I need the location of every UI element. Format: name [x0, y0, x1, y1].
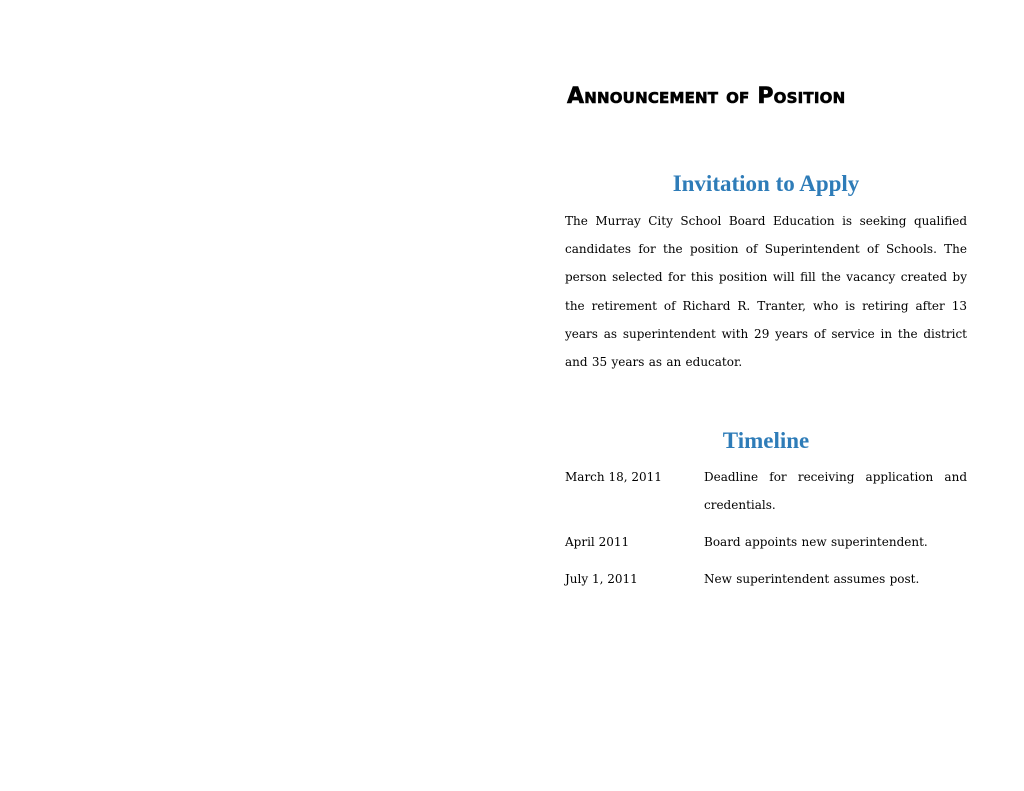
timeline-date: July 1, 2011	[565, 572, 638, 586]
timeline-date: April 2011	[565, 535, 630, 549]
timeline-row	[565, 463, 967, 519]
timeline-row	[565, 565, 967, 593]
announcement-page	[565, 0, 967, 791]
document-title: Announcement of Position	[567, 84, 846, 109]
timeline-heading: Timeline	[722, 428, 810, 453]
timeline-row	[565, 528, 967, 556]
invitation-paragraph: The Murray City School Board Education is seeking qualified candidates for the position of Superintendent of Schools. The person selected for this position will fill the vacancy created by the retirement of Richard R. Tranter, who is retiring after 13 years as superintendent with 29 years of service in the district and 35 years as an educator.	[565, 214, 967, 370]
invitation-heading: Invitation to Apply	[672, 171, 860, 196]
timeline-event: Deadline for receiving application and credentials.	[704, 470, 967, 512]
timeline-event: Board appoints new superintendent.	[704, 535, 928, 549]
timeline-list	[565, 463, 967, 602]
timeline-date: March 18, 2011	[565, 470, 662, 484]
timeline-event: New superintendent assumes post.	[704, 572, 920, 586]
